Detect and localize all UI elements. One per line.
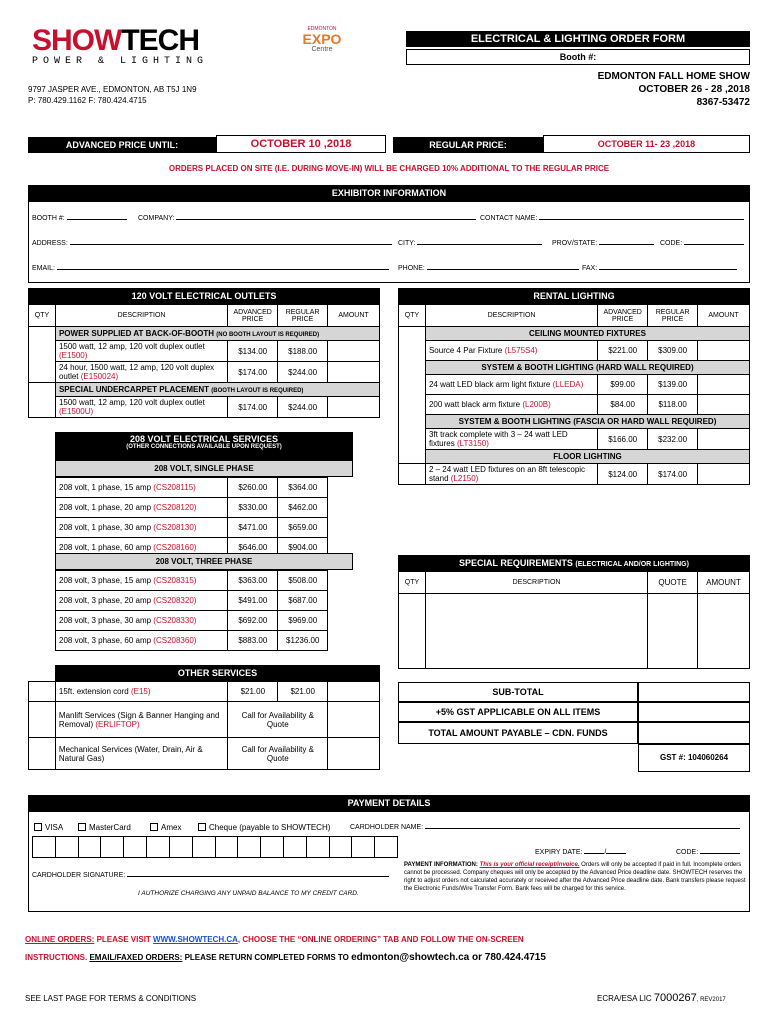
section-header: SYSTEM & BOOTH LIGHTING (FASCIA OR HARD WALL REQUIRED) xyxy=(425,415,749,429)
table-row: 24 watt LED black arm light fixture (LLEDA) $99.00 $139.00 xyxy=(399,375,750,395)
reg-header: REGULAR PRICE xyxy=(278,305,328,327)
qty-cell[interactable] xyxy=(29,682,56,702)
phone-field[interactable]: PHONE: xyxy=(398,265,579,272)
booth-field[interactable]: BOOTH #: xyxy=(32,215,127,222)
table-row: Source 4 Par Fixture (L575S4) $221.00 $309.00 xyxy=(399,341,750,361)
fax-field[interactable]: FAX: xyxy=(582,265,737,272)
qty-cell[interactable] xyxy=(29,383,56,418)
form-title: ELECTRICAL & LIGHTING ORDER FORM xyxy=(406,31,750,47)
authorize-text: I AUTHORIZE CHARGING ANY UNPAID BALANCE TO MY CREDIT CARD. xyxy=(138,890,359,897)
special-req-table: QTY DESCRIPTION QUOTE AMOUNT xyxy=(398,571,750,669)
onsite-notice: ORDERS PLACED ON SITE (I.E. DURING MOVE-IN) WILL BE CHARGED 10% ADDITIONAL TO THE REGULAR PRICE xyxy=(168,164,610,173)
qty-header: QTY xyxy=(29,305,56,327)
license-number: ECRA/ESA LIC 7000267, REV2017 xyxy=(597,992,726,1004)
section-header: SYSTEM & BOOTH LIGHTING (HARD WALL REQUIRED) xyxy=(425,361,749,375)
contact-field[interactable]: CONTACT NAME: xyxy=(480,215,744,222)
qty-cell[interactable] xyxy=(399,327,426,464)
booth-number-field[interactable]: Booth #: xyxy=(406,49,750,65)
amount-cell[interactable] xyxy=(328,738,380,770)
card-number-boxes[interactable] xyxy=(32,836,398,858)
table-row: 208 volt, 1 phase, 15 amp (CS208115) $260.00 $364.00 xyxy=(56,478,380,498)
table-row: 208 volt, 3 phase, 30 amp (CS208330) $692.00 $969.00 xyxy=(56,611,380,631)
amount-cell[interactable] xyxy=(698,375,750,395)
show-info: EDMONTON FALL HOME SHOW OCTOBER 26 - 28 ,2018 8367-53472 xyxy=(597,71,750,108)
quote-cell[interactable] xyxy=(648,594,698,669)
total-label: TOTAL AMOUNT PAYABLE – CDN. FUNDS xyxy=(398,722,638,744)
rental-lighting-table: QTY DESCRIPTION ADVANCED PRICE REGULAR PRICE AMOUNT CEILING MOUNTED FIXTURES Source 4 Par Fixture (L575S4) $221.00 $309.00 SYSTEM & BOOTH LIGHTING (HARD WALL REQUIRED) 24 watt LED black arm light fixture (LLEDA) $99.00 $139.00 200 watt black arm fixture (L200B) $84.00 $118.00 SYSTEM & BOOTH LIGHTING (FASCIA OR HARD WALL REQUIRED) 3ft track complete with 3 – 24 watt LED fixtures (LT3150) $166.00 $232.00 FLOOR LIGHTING 2 – 24 watt LED fixtures on an 8ft telescopic stand (L2150) $124.00 $174.00 xyxy=(398,304,750,485)
section-header: FLOOR LIGHTING xyxy=(425,450,749,464)
advanced-price-date: OCTOBER 10 ,2018 xyxy=(216,135,386,153)
table-row: 208 volt, 1 phase, 60 amp (CS208160) $646.00 $904.00 xyxy=(56,538,380,558)
qty-cell[interactable] xyxy=(399,464,426,485)
expiry-field[interactable]: EXPIRY DATE: / xyxy=(535,849,626,856)
table-row: Mechanical Services (Water, Drain, Air & Natural Gas) Call for Availability & Quote xyxy=(29,738,380,770)
section-header: POWER SUPPLIED AT BACK-OF-BOOTH (NO BOOTH LAYOUT IS REQUIRED) xyxy=(55,327,379,341)
table-row: 200 watt black arm fixture (L200B) $84.00 $118.00 xyxy=(399,395,750,415)
table-row: 24 hour, 1500 watt, 12 amp, 120 volt duplex outlet (E150024) $174.00 $244.00 xyxy=(29,362,380,383)
address-field[interactable]: ADDRESS: xyxy=(32,240,392,247)
v208-three-header: 208 VOLT, THREE PHASE xyxy=(55,553,353,570)
amount-cell[interactable] xyxy=(698,464,750,485)
table-row: 208 volt, 3 phase, 15 amp (CS208315) $363.00 $508.00 xyxy=(56,571,380,591)
signature-field[interactable]: CARDHOLDER SIGNATURE: xyxy=(32,872,389,879)
outlets-120-table xyxy=(28,304,380,418)
section-header: CEILING MOUNTED FIXTURES xyxy=(425,327,749,341)
email-link[interactable]: edmonton@showtech.ca or 780.424.4715 xyxy=(351,952,546,963)
amount-cell[interactable] xyxy=(328,682,380,702)
v208-three-table xyxy=(55,570,380,651)
rental-lighting-title: RENTAL LIGHTING xyxy=(398,288,750,304)
amount-cell[interactable] xyxy=(698,594,750,669)
online-orders-line: ONLINE ORDERS: PLEASE VISIT WWW.SHOWTECH.CA, CHOOSE THE “ONLINE ORDERING” TAB AND FOLLOW THE ON-SCREEN xyxy=(25,935,524,944)
regular-price-date: OCTOBER 11- 23 ,2018 xyxy=(543,135,750,153)
amount-cell[interactable] xyxy=(698,395,750,415)
email-field[interactable]: EMAIL: xyxy=(32,265,389,272)
amount-header: AMOUNT xyxy=(328,305,380,327)
v208-single-header: 208 VOLT, SINGLE PHASE xyxy=(55,460,353,477)
amount-cell[interactable] xyxy=(698,341,750,361)
qty-cell[interactable] xyxy=(29,738,56,770)
cheque-checkbox[interactable]: Cheque (payable to SHOWTECH) xyxy=(198,823,330,832)
mastercard-checkbox[interactable]: MasterCard xyxy=(78,823,131,832)
table-row: 1500 watt, 12 amp, 120 volt duplex outlet (E1500U) $174.00 $244.00 xyxy=(29,397,380,418)
table-row: Manlift Services (Sign & Banner Hanging and Removal) (ERLIFTOP) Call for Availability & Quote xyxy=(29,702,380,738)
company-field[interactable]: COMPANY: xyxy=(138,215,476,222)
visa-checkbox[interactable]: VISA xyxy=(34,823,63,832)
prov-field[interactable]: PROV/STATE: xyxy=(552,240,654,247)
amount-cell[interactable] xyxy=(328,397,380,418)
advanced-price-label: ADVANCED PRICE UNTIL: xyxy=(28,137,216,153)
fax-orders-line: INSTRUCTIONS. EMAIL/FAXED ORDERS: PLEASE RETURN COMPLETED FORMS TO edmonton@showtech.ca or 780.424.4715 xyxy=(25,952,546,963)
regular-price-label: REGULAR PRICE: xyxy=(393,137,543,153)
other-services-title: OTHER SERVICES xyxy=(55,665,380,681)
gst-number: GST #: 104060264 xyxy=(638,744,750,772)
table-row: 208 volt, 1 phase, 30 amp (CS208130) $471.00 $659.00 xyxy=(56,518,380,538)
amex-checkbox[interactable]: Amex xyxy=(150,823,181,832)
qty-cell[interactable] xyxy=(399,594,426,669)
card-code-field[interactable]: CODE: xyxy=(676,849,740,856)
amount-cell[interactable] xyxy=(328,702,380,738)
other-services-table xyxy=(28,681,380,770)
subtotal-label: SUB-TOTAL xyxy=(398,682,638,702)
subtotal-value[interactable] xyxy=(638,682,750,702)
cardholder-name-field[interactable]: CARDHOLDER NAME: xyxy=(350,824,740,831)
desc-header: DESCRIPTION xyxy=(55,305,227,327)
gst-label: +5% GST APPLICABLE ON ALL ITEMS xyxy=(398,702,638,722)
special-req-title: SPECIAL REQUIREMENTS (ELECTRICAL AND/OR LIGHTING) xyxy=(398,555,750,571)
code-field[interactable]: CODE: xyxy=(660,240,744,247)
special-desc-input[interactable] xyxy=(425,594,647,669)
table-row: 208 volt, 3 phase, 60 amp (CS208360) $883.00 $1236.00 xyxy=(56,631,380,651)
gst-value[interactable] xyxy=(638,702,750,722)
v208-single-table xyxy=(55,477,380,558)
payment-title: PAYMENT DETAILS xyxy=(28,795,750,811)
payment-info-text: PAYMENT INFORMATION: This is your official receipt/invoice. Orders will only be accepted if paid in full. Incomplete orders cannot be processed. Company cheques will only be accepted by the Advanced Price deadline date. SHOWTECH reserves the right to adjust orders not calculated accurately or received after the Advanced Price deadline date. Bank transfers please request the Electronic Funds/Wire Transfer Form. Bank fees will be charged for this service. xyxy=(404,862,746,892)
table-row: 1500 watt, 12 amp, 120 volt duplex outlet (E1500) $134.00 $188.00 xyxy=(29,341,380,362)
outlets-120-title: 120 VOLT ELECTRICAL OUTLETS xyxy=(28,288,380,304)
exhibitor-info-title: EXHIBITOR INFORMATION xyxy=(28,185,750,201)
company-address: 9797 JASPER AVE., EDMONTON, AB T5J 1N9 P: 780.429.1162 F: 780.424.4715 xyxy=(28,85,197,105)
table-row: 3ft track complete with 3 – 24 watt LED fixtures (LT3150) $166.00 $232.00 xyxy=(399,429,750,450)
expo-centre-logo: EDMONTON EXPO Centre xyxy=(302,26,342,53)
qty-cell[interactable] xyxy=(29,702,56,738)
table-row: 15ft. extension cord (E15) $21.00 $21.00 xyxy=(29,682,380,702)
amount-cell[interactable] xyxy=(328,341,380,362)
amount-cell[interactable] xyxy=(328,362,380,383)
terms-note: SEE LAST PAGE FOR TERMS & CONDITIONS xyxy=(25,994,197,1003)
adv-header: ADVANCED PRICE xyxy=(228,305,278,327)
section-header: SPECIAL UNDERCARPET PLACEMENT (BOOTH LAYOUT IS REQUIRED) xyxy=(55,383,379,397)
amount-cell[interactable] xyxy=(698,429,750,450)
total-value[interactable] xyxy=(638,722,750,744)
showtech-logo: SHOWTECH POWER & LIGHTING xyxy=(32,24,209,67)
table-row: 208 volt, 1 phase, 20 amp (CS208120) $330.00 $462.00 xyxy=(56,498,380,518)
table-row: 2 – 24 watt LED fixtures on an 8ft telescopic stand (L2150) $124.00 $174.00 xyxy=(399,464,750,485)
city-field[interactable]: CITY: xyxy=(398,240,542,247)
qty-cell[interactable] xyxy=(29,327,56,383)
showtech-link[interactable]: WWW.SHOWTECH.CA xyxy=(153,935,238,944)
table-row: 208 volt, 3 phase, 20 amp (CS208320) $491.00 $687.00 xyxy=(56,591,380,611)
v208-title: 208 VOLT ELECTRICAL SERVICES (OTHER CONNECTIONS AVAILABLE UPON REQUEST) xyxy=(55,432,353,460)
